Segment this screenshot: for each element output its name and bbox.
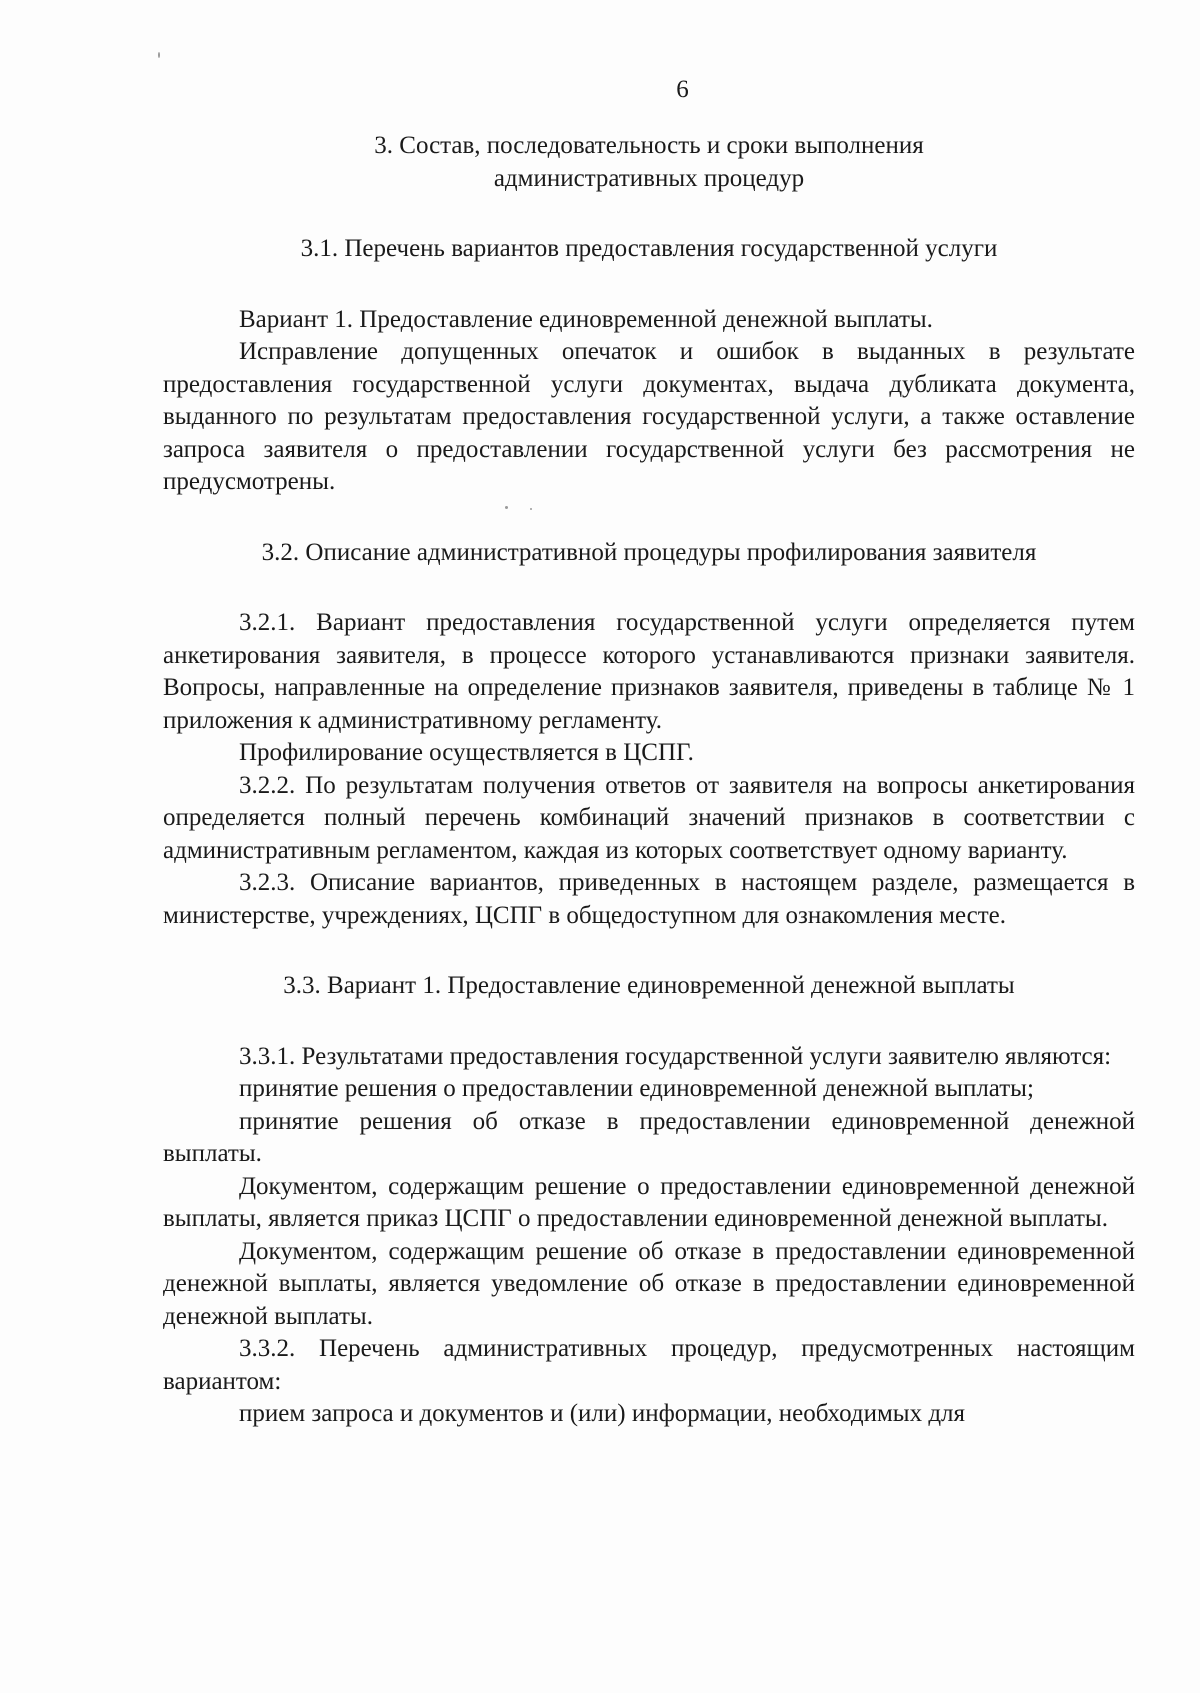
scan-speck [158, 52, 160, 58]
document-body [163, 130, 1135, 1431]
page-number: 6 [676, 76, 689, 103]
section-3-2-paragraph: 3.2.1. Вариант предоставления государственной услуги определяется путем анкетирования заявителя, в процессе которого устанавливаются признаки заявителя. Вопросы, направленные на определение признаков заявителя, приведены в таблице № 1 приложения к административному регламенту. [163, 609, 1135, 734]
section-3-3-heading: 3.3. Вариант 1. Предоставление единовременной денежной выплаты [283, 972, 1015, 999]
scan-speck [530, 508, 532, 510]
spacer [163, 499, 1135, 537]
section-3-2-paragraph: 3.2.2. По результатам получения ответов от заявителя на вопросы анкетирования определяется полный перечень комбинаций значений признаков в соответствии с административным регламентом, каждая из которых соответствует одному варианту. [163, 771, 1135, 864]
section-3-3-paragraph: Документом, содержащим решение об отказе в предоставлении единовременной денежной выплаты, является уведомление об отказе в предоставлении единовременной денежной выплаты. [163, 1237, 1135, 1330]
section-3-3-paragraph: 3.3.2. Перечень административных процедур, предусмотренных настоящим вариантом: [163, 1335, 1135, 1395]
section-3-3-paragraph: 3.3.1. Результатами предоставления государственной услуги заявителю являются: [239, 1042, 1112, 1070]
section-3-1-paragraph: Исправление допущенных опечаток и ошибок в выданных в результате предоставления государственной услуги документах, выдача дубликата документа, выданного по результатам предоставления государственной услуги, а также оставление запроса заявителя о предоставлении государственной услуги без рассмотрения не предусмотрены. [163, 338, 1135, 495]
spacer [163, 266, 1135, 304]
section-3-2-paragraph: 3.2.3. Описание вариантов, приведенных в настоящем разделе, размещается в министерстве, учреждениях, ЦСПГ в общедоступном для ознакомления месте. [163, 869, 1135, 929]
spacer [163, 932, 1135, 970]
spacer [163, 1003, 1135, 1041]
spacer [163, 569, 1135, 607]
section-3-title-line-1: 3. Состав, последовательность и сроки выполнения [374, 132, 924, 159]
scan-speck [505, 506, 508, 509]
section-3-3-paragraph: принятие решения о предоставлении единовременной денежной выплаты; [239, 1075, 1034, 1102]
section-3-1-heading: 3.1. Перечень вариантов предоставления государственной услуги [300, 235, 998, 262]
section-3-title [163, 130, 1135, 195]
section-3-3-paragraph: Документом, содержащим решение о предоставлении единовременной денежной выплаты, является приказ ЦСПГ о предоставлении единовременной денежной выплаты. [163, 1172, 1135, 1232]
section-3-1-paragraph: Вариант 1. Предоставление единовременной денежной выплаты. [239, 305, 933, 333]
section-3-3-paragraph: принятие решения об отказе в предоставлении единовременной денежной выплаты. [163, 1107, 1135, 1167]
section-3-3-paragraph-truncated: прием запроса и документов и (или) информации, необходимых для [239, 1400, 966, 1427]
section-3-2-heading: 3.2. Описание административной процедуры профилирования заявителя [261, 538, 1037, 566]
section-3-2-paragraph: Профилирование осуществляется в ЦСПГ. [239, 739, 694, 766]
section-3-title-line-2: административных процедур [493, 164, 805, 192]
spacer [163, 195, 1135, 233]
